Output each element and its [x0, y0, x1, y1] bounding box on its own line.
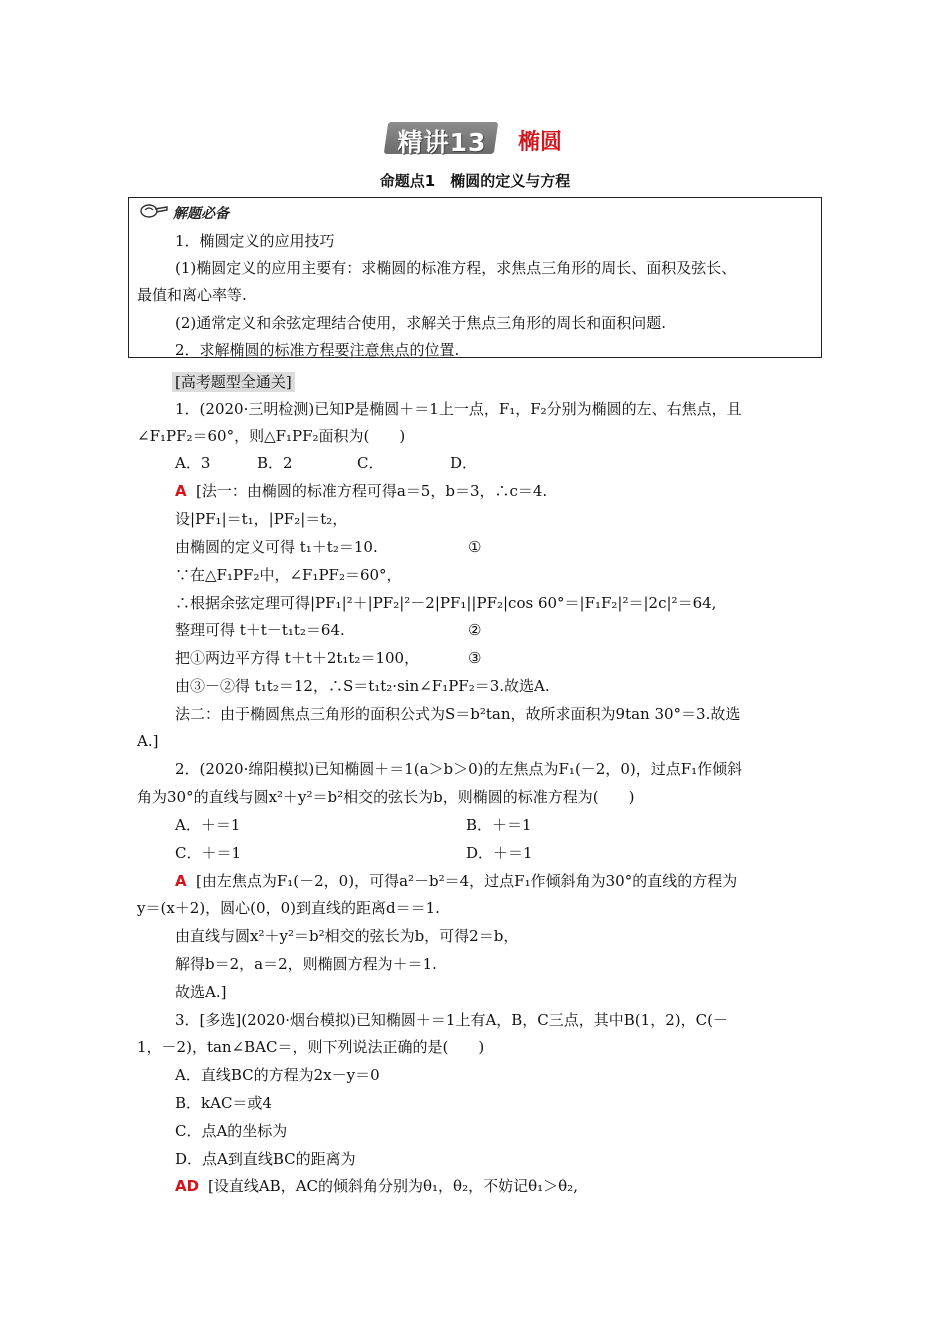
q1-solution-line: A.] — [137, 732, 159, 750]
pointing-hand-icon — [139, 201, 169, 219]
q1-solution-line: 由③－②得 t₁t₂＝12，∴S＝t₁t₂·sin∠F₁PF₂＝3.故选A. — [175, 677, 550, 695]
q3-option-c: C．点A的坐标为 — [175, 1122, 288, 1140]
q2-solution-line: 由直线与圆x²＋y²＝b²相交的弦长为b，可得2＝b， — [175, 927, 519, 945]
q1-option-a: A．3 — [175, 454, 211, 472]
q1-solution-line: 设|PF₁|＝t₁，|PF₂|＝t₂， — [175, 510, 348, 528]
essentials-line: (2)通常定义和余弦定理结合使用，求解关于焦点三角形的周长和面积问题. — [175, 314, 667, 332]
q1-solution-line: ∵在△F₁PF₂中，∠F₁PF₂＝60°， — [175, 566, 402, 584]
q2-option-d: D．＋＝1 — [466, 844, 533, 862]
q1-answer: A — [175, 482, 187, 500]
q3-option-b: B．kAC＝或4 — [175, 1094, 272, 1112]
q2-stem: 角为30°的直线与圆x²＋y²＝b²相交的弦长为b，则椭圆的标准方程为( ) — [137, 788, 635, 806]
q2-solution-line: y＝(x＋2)，圆心(0，0)到直线的距离d＝＝1. — [137, 899, 440, 917]
q2-solution-line: [由左焦点为F₁(－2，0)，可得a²－b²＝4，过点F₁作倾斜角为30°的直线的方程为 — [196, 872, 738, 890]
q3-answer: AD — [175, 1177, 200, 1195]
q2-option-b: B．＋＝1 — [466, 816, 532, 834]
q1-solution-line: 法二：由于椭圆焦点三角形的面积公式为S＝b²tan，故所求面积为9tan 30°＝3.故选 — [175, 705, 741, 723]
q2-answer: A — [175, 872, 187, 890]
q2-solution-line: 故选A.] — [175, 983, 227, 1001]
essentials-line: (1)椭圆定义的应用主要有：求椭圆的标准方程，求焦点三角形的周长、面积及弦长、 — [175, 259, 737, 277]
essentials-line: 最值和离心率等. — [137, 286, 247, 304]
q3-stem: 1，－2)，tan∠BAC＝，则下列说法正确的是( ) — [137, 1038, 485, 1056]
q3-solution-line: [设直线AB，AC的倾斜角分别为θ₁，θ₂，不妨记θ₁＞θ₂, — [208, 1177, 578, 1195]
q1-marker: ① — [468, 538, 482, 556]
essentials-line: 2．求解椭圆的标准方程要注意焦点的位置. — [175, 341, 460, 359]
lecture-badge-text: 精讲13 — [397, 128, 487, 157]
q1-solution-line: [法一：由椭圆的标准方程可得a＝5，b＝3，∴c＝4. — [196, 482, 548, 500]
q1-solution-line: 整理可得 t＋t－t₁t₂＝64. — [175, 621, 345, 639]
q1-option-d: D． — [450, 454, 478, 472]
q3-stem: 3．[多选](2020·烟台模拟)已知椭圆＋＝1上有A，B，C三点，其中B(1，2)，C(－ — [175, 1011, 728, 1029]
q1-solution-line: 由椭圆的定义可得 t₁＋t₂＝10. — [175, 538, 378, 556]
q1-stem: 1．(2020·三明检测)已知P是椭圆＋＝1上一点，F₁，F₂分别为椭圆的左、右焦点，且 — [175, 400, 742, 418]
essentials-line: 1．椭圆定义的应用技巧 — [175, 232, 335, 250]
q1-solution-line: ∴根据余弦定理可得|PF₁|²＋|PF₂|²－2|PF₁||PF₂|cos 60°＝|F₁F₂|²＝|2c|²＝64, — [175, 594, 717, 612]
q3-option-d: D．点A到直线BC的距离为 — [175, 1150, 356, 1168]
q2-option-a: A．＋＝1 — [175, 816, 241, 834]
q2-stem: 2．(2020·绵阳模拟)已知椭圆＋＝1(a＞b＞0)的左焦点为F₁(－2，0)，过点F₁作倾斜 — [175, 760, 743, 778]
title-row — [0, 122, 950, 162]
q1-solution-line: 把①两边平方得 t＋t＋2t₁t₂＝100， — [175, 649, 420, 667]
topic-title: 椭圆 — [518, 130, 563, 155]
q1-option-b: B．2 — [257, 454, 293, 472]
q1-option-c: C． — [357, 454, 384, 472]
q3-option-a: A．直线BC的方程为2x－y＝0 — [175, 1066, 380, 1084]
q2-option-c: C．＋＝1 — [175, 844, 242, 862]
q1-marker: ③ — [468, 649, 482, 667]
section-title: 命题点1 椭圆的定义与方程 — [379, 172, 571, 190]
essentials-heading: 解题必备 — [173, 206, 229, 222]
q2-solution-line: 解得b＝2，a＝2，则椭圆方程为＋＝1. — [175, 955, 437, 973]
q1-marker: ② — [468, 621, 482, 639]
q1-stem: ∠F₁PF₂＝60°，则△F₁PF₂面积为( ) — [137, 427, 406, 445]
section-tag: [高考题型全通关] — [172, 372, 295, 392]
